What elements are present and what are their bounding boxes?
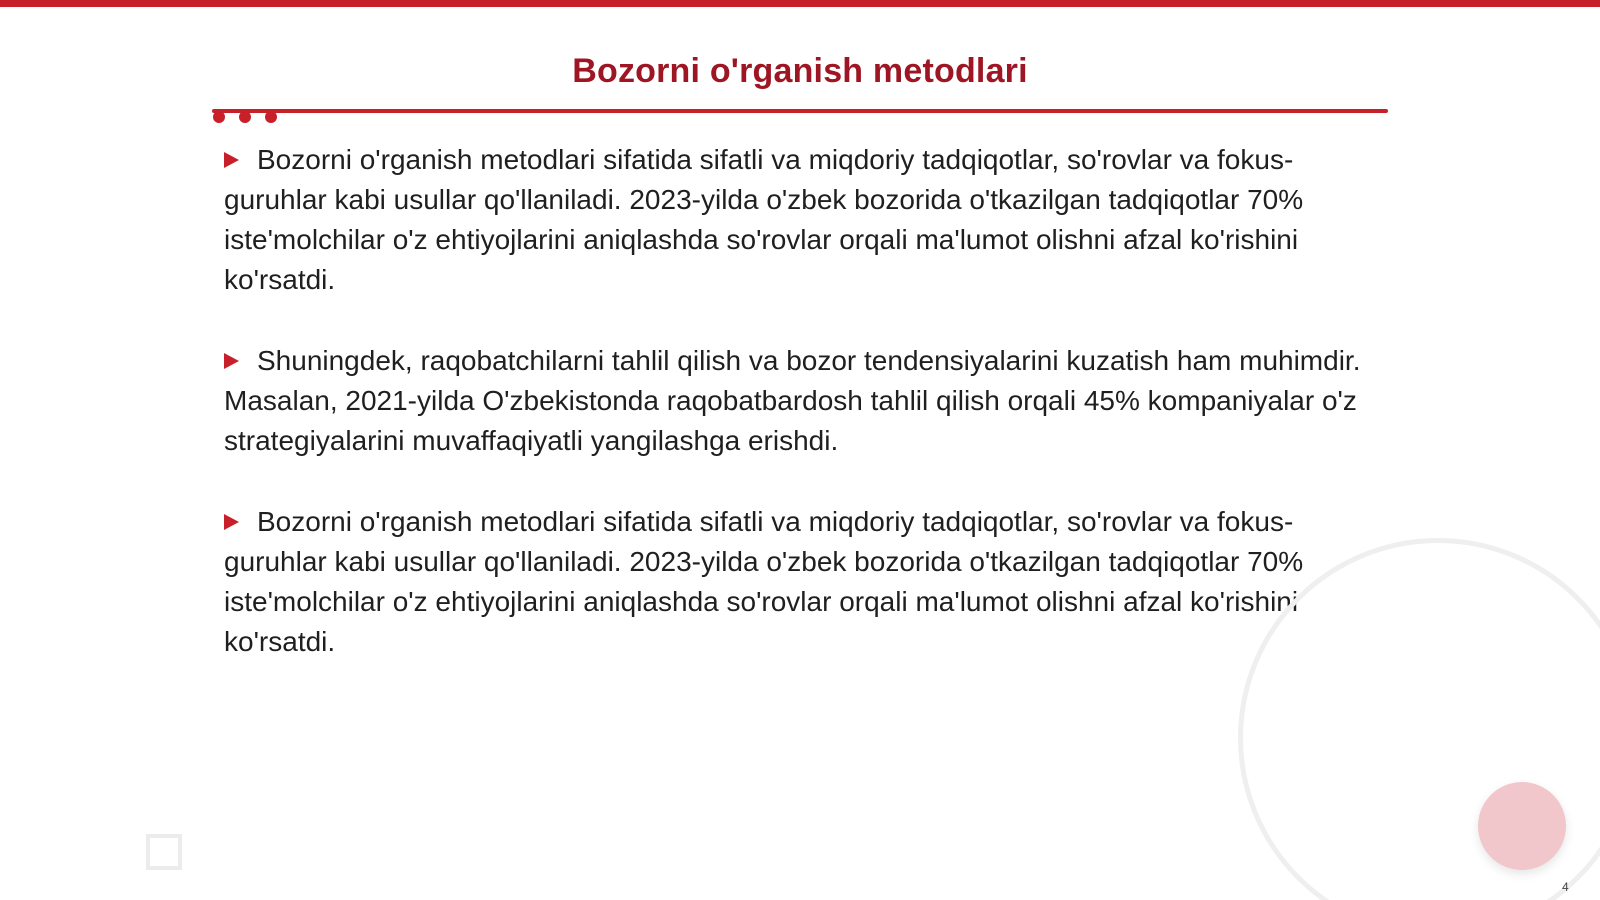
bullet-item: [224, 502, 1384, 662]
bullet-text: Bozorni o'rganish metodlari sifatida sifatli va miqdoriy tadqiqotlar, so'rovlar va fokus-guruhlar kabi usullar qo'llaniladi. 2023-yilda o'zbek bozorida o'tkazilgan tadqiqotlar 70% iste'molchilar o'z ehtiyojlarini aniqlashda so'rovlar orqali ma'lumot olishni afzal ko'rishini ko'rsatdi.: [224, 506, 1304, 657]
triangle-right-icon: [224, 152, 239, 168]
bullet-item: [224, 140, 1384, 300]
triangle-right-icon: [224, 353, 239, 369]
bullet-item: [224, 341, 1384, 461]
bullet-list: [224, 140, 1384, 703]
bullet-text: Bozorni o'rganish metodlari sifatida sifatli va miqdoriy tadqiqotlar, so'rovlar va fokus-guruhlar kabi usullar qo'llaniladi. 2023-yilda o'zbek bozorida o'tkazilgan tadqiqotlar 70% iste'molchilar o'z ehtiyojlarini aniqlashda so'rovlar orqali ma'lumot olishni afzal ko'rishini ko'rsatdi.: [224, 144, 1304, 295]
bullet-text: Shuningdek, raqobatchilarni tahlil qilish va bozor tendensiyalarini kuzatish ham muhimdir. Masalan, 2021-yilda O'zbekistonda raqobatbardosh tahlil qilish orqali 45% kompaniyalar o'z strategiyalarini muvaffaqiyatli yangilashga erishdi.: [224, 345, 1361, 456]
top-accent-bar: [0, 0, 1600, 7]
decorative-square: [146, 834, 182, 870]
slide-title: Bozorni o'rganish metodlari: [572, 52, 1028, 90]
decorative-dot: [1478, 782, 1566, 870]
underline-dot: [213, 111, 225, 123]
underline-dot: [239, 111, 251, 123]
page-number: 4: [1562, 880, 1569, 894]
title-underline: [212, 109, 1388, 113]
triangle-right-icon: [224, 514, 239, 530]
underline-dot: [265, 111, 277, 123]
